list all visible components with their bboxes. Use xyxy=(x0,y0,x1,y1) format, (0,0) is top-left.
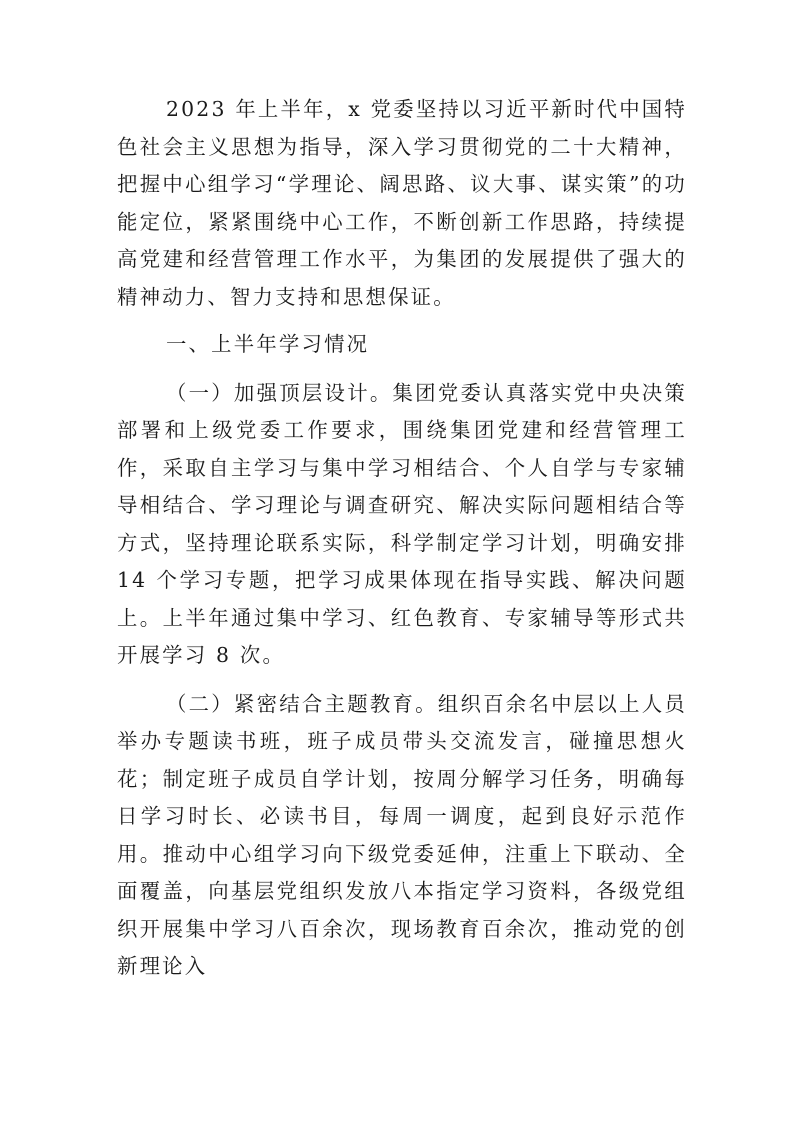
section-heading: 一、上半年学习情况 xyxy=(165,332,370,356)
paragraph-item-2: （二）紧密结合主题教育。组织百余名中层以上人员举办专题读书班，班子成员带头交流发言，碰撞思想火花；制定班子成员自学计划，按周分解学习任务，明确每日学习时长、必读书目，每周一调度，起到良好示范作用。推动中心组学习向下级党委延伸，注重上下联动、全面覆盖，向基层党组织发放八本指定学习资料，各级党组织开展集中学习八百余次，现场教育百余次，推动党的创新理论入 xyxy=(117,691,687,978)
paragraph-item-1: （一）加强顶层设计。集团党委认真落实党中央决策部署和上级党委工作要求，围绕集团党建和经营管理工作，采取自主学习与集中学习相结合、个人自学与专家辅导相结合、学习理论与调查研究、解决实际问题相结合等方式，坚持理论联系实际，科学制定学习计划，明确安排 14 个学习专题，把学习成果体现在指导实践、解决问题上。上半年通过集中学习、红色教育、专家辅导等形式共开展学习 8 次。 xyxy=(117,380,687,667)
document-body xyxy=(117,91,687,986)
intro-paragraph: 2023 年上半年，x 党委坚持以习近平新时代中国特色社会主义思想为指导，深入学习贯彻党的二十大精神，把握中心组学习“学理论、阔思路、议大事、谋实策”的功能定位，紧紧围绕中心工作，不断创新工作思路，持续提高党建和经营管理工作水平，为集团的发展提供了强大的精神动力、智力支持和思想保证。 xyxy=(117,97,687,309)
